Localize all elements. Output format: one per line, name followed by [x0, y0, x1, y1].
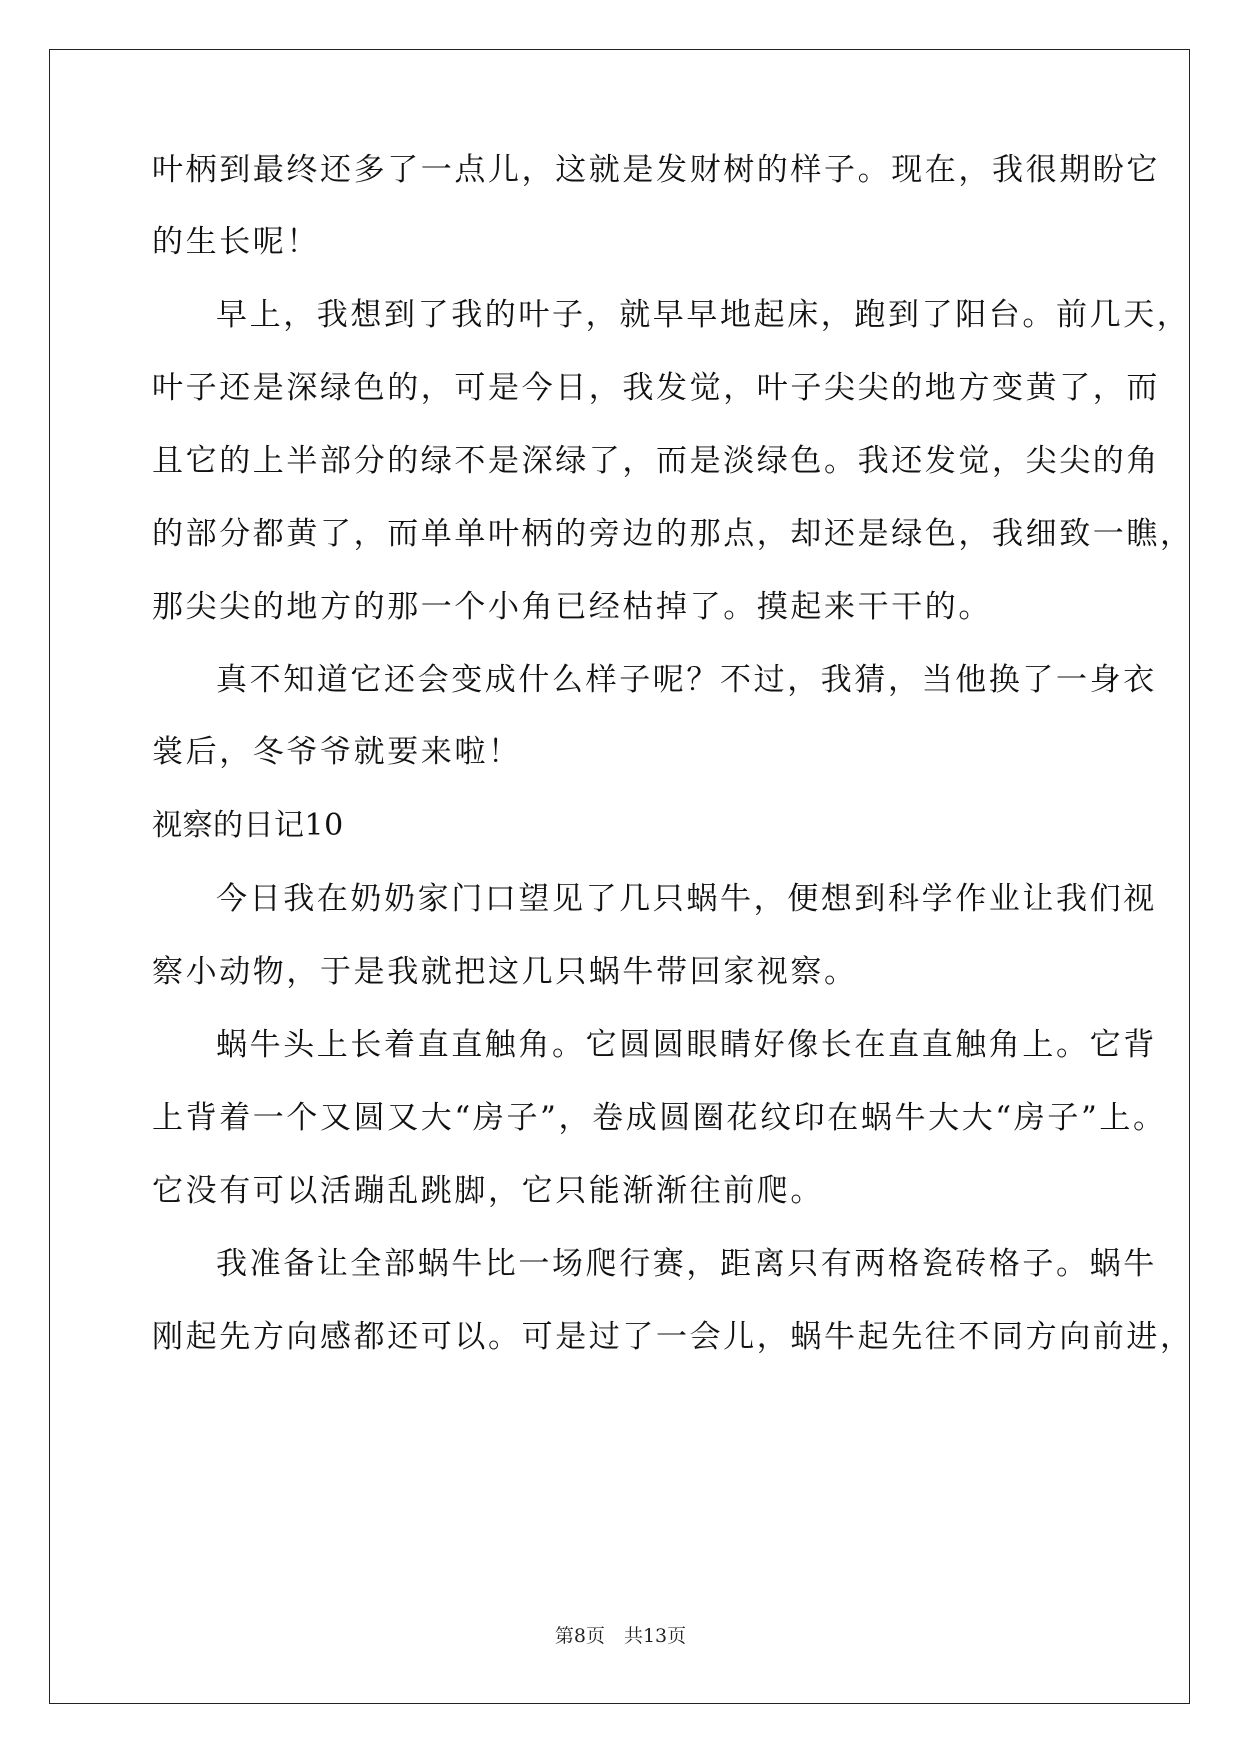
- paragraph-line: 刚起先方向感都还可以。可是过了一会儿，蜗牛起先往不同方向前进，: [152, 1319, 1194, 1355]
- section-title: 视察的日记10: [152, 808, 344, 843]
- paragraph-line: 的部分都黄了，而单单叶柄的旁边的那点，却还是绿色，我细致一瞧，: [152, 516, 1194, 552]
- paragraph-line: 它没有可以活蹦乱跳脚，它只能渐渐往前爬。: [152, 1173, 824, 1209]
- paragraph-line: 那尖尖的地方的那一个小角已经枯掉了。摸起来干干的。: [152, 589, 992, 625]
- paragraph-line: 且它的上半部分的绿不是深绿了，而是淡绿色。我还发觉，尖尖的角: [152, 443, 1160, 479]
- paragraph-line: 叶子还是深绿色的，可是今日，我发觉，叶子尖尖的地方变黄了，而: [152, 370, 1160, 406]
- paragraph-line: 的生长呢！: [152, 224, 320, 260]
- page-number: 第8页 共13页: [554, 1625, 687, 1647]
- paragraph-line: 察小动物，于是我就把这几只蜗牛带回家视察。: [152, 954, 858, 990]
- paragraph-line: 叶柄到最终还多了一点儿，这就是发财树的样子。现在，我很期盼它: [152, 152, 1160, 188]
- paragraph-line: 我准备让全部蜗牛比一场爬行赛，距离只有两格瓷砖格子。蜗牛: [216, 1246, 1157, 1282]
- paragraph-line: 蜗牛头上长着直直触角。它圆圆眼睛好像长在直直触角上。它背: [216, 1027, 1157, 1063]
- paragraph-line: 今日我在奶奶家门口望见了几只蜗牛，便想到科学作业让我们视: [216, 881, 1157, 917]
- paragraph-line: 上背着一个又圆又大“房子”，卷成圆圈花纹印在蜗牛大大“房子”上。: [152, 1100, 1167, 1136]
- paragraph-line: 早上，我想到了我的叶子，就早早地起床，跑到了阳台。前几天，: [216, 297, 1191, 333]
- paragraph-line: 真不知道它还会变成什么样子呢？不过，我猜，当他换了一身衣: [216, 662, 1157, 698]
- paragraph-line: 裳后，冬爷爷就要来啦！: [152, 734, 522, 770]
